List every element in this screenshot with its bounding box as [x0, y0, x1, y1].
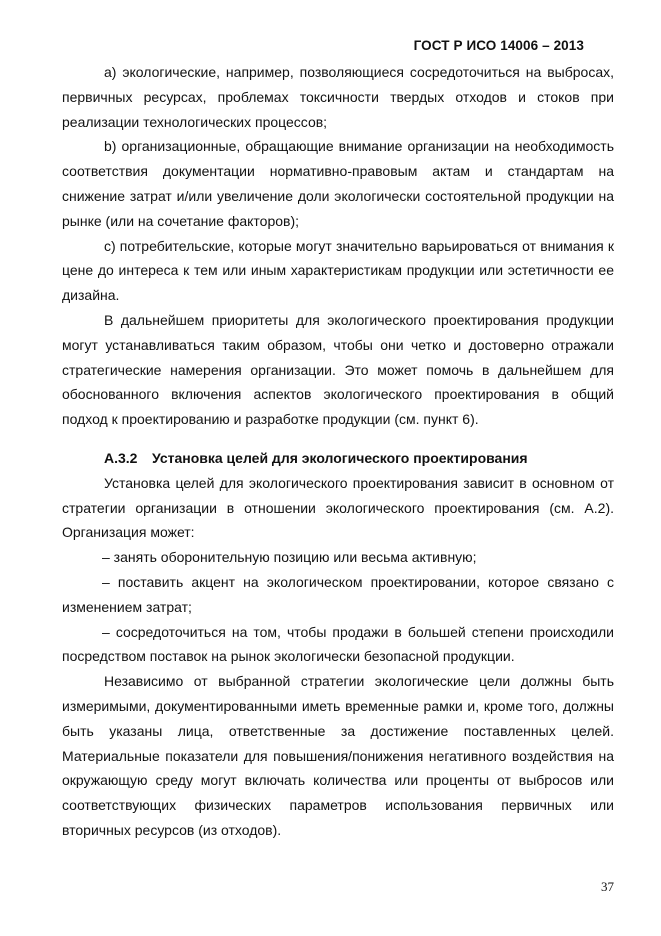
section-title: Установка целей для экологического проектирования	[152, 449, 528, 466]
dash-item-sales: – сосредоточиться на том, чтобы продажи в большей степени происходили посредством поставок на рынок экологически безопасной продукции.	[62, 623, 614, 665]
page-content	[62, 60, 614, 843]
page-number: 37	[601, 879, 614, 894]
section-heading	[62, 446, 614, 471]
document-header: ГОСТ Р ИСО 14006 – 2013	[413, 38, 584, 53]
paragraph-measurable-goals: Независимо от выбранной стратегии экологические цели должны быть измеримыми, документированными иметь временные рамки и, кроме того, должны быть указаны лица, ответственные за достижение поставленных целей. Материальные показатели для повышения/понижения негативного воздействия на окружающую среду могут включать количества или проценты от выбросов или соответствующих физических параметров использования первичных или вторичных ресурсов (из отходов).	[62, 673, 614, 838]
list-item-organizational: b) организационные, обращающие внимание организации на необходимость соответствия документации нормативно-правовым актам и стандартам на снижение затрат и/или увеличение доли экологически состоятельной продукции на рынке (или на сочетание факторов);	[62, 138, 614, 229]
dash-item-cost-accent: – поставить акцент на экологическом проектировании, которое связано с изменением затрат;	[62, 573, 614, 615]
paragraph-goal-setting: Установка целей для экологического проектирования зависит в основном от стратегии организации в отношении экологического проектирования (см. А.2). Организация может:	[62, 474, 614, 541]
list-item-environmental: а) экологические, например, позволяющиеся сосредоточиться на выбросах, первичных ресурсах, проблемах токсичности твердых отходов и стоков при реализации технологических процессов;	[62, 64, 614, 130]
paragraph-priorities: В дальнейшем приоритеты для экологического проектирования продукции могут устанавливаться таким образом, чтобы они четко и достоверно отражали стратегические намерения организации. Это может помочь в дальнейшем для обоснованного включения аспектов экологического проектирования в общий подход к проектированию и разработке продукции (см. пункт 6).	[62, 311, 614, 428]
section-number: А.3.2	[104, 449, 138, 466]
dash-item-position: – занять оборонительную позицию или весьма активную;	[102, 549, 477, 566]
list-item-consumer: с) потребительские, которые могут значительно варьироваться от внимания к цене до интереса к тем или иным характеристикам продукции или эстетичности ее дизайна.	[62, 237, 614, 304]
